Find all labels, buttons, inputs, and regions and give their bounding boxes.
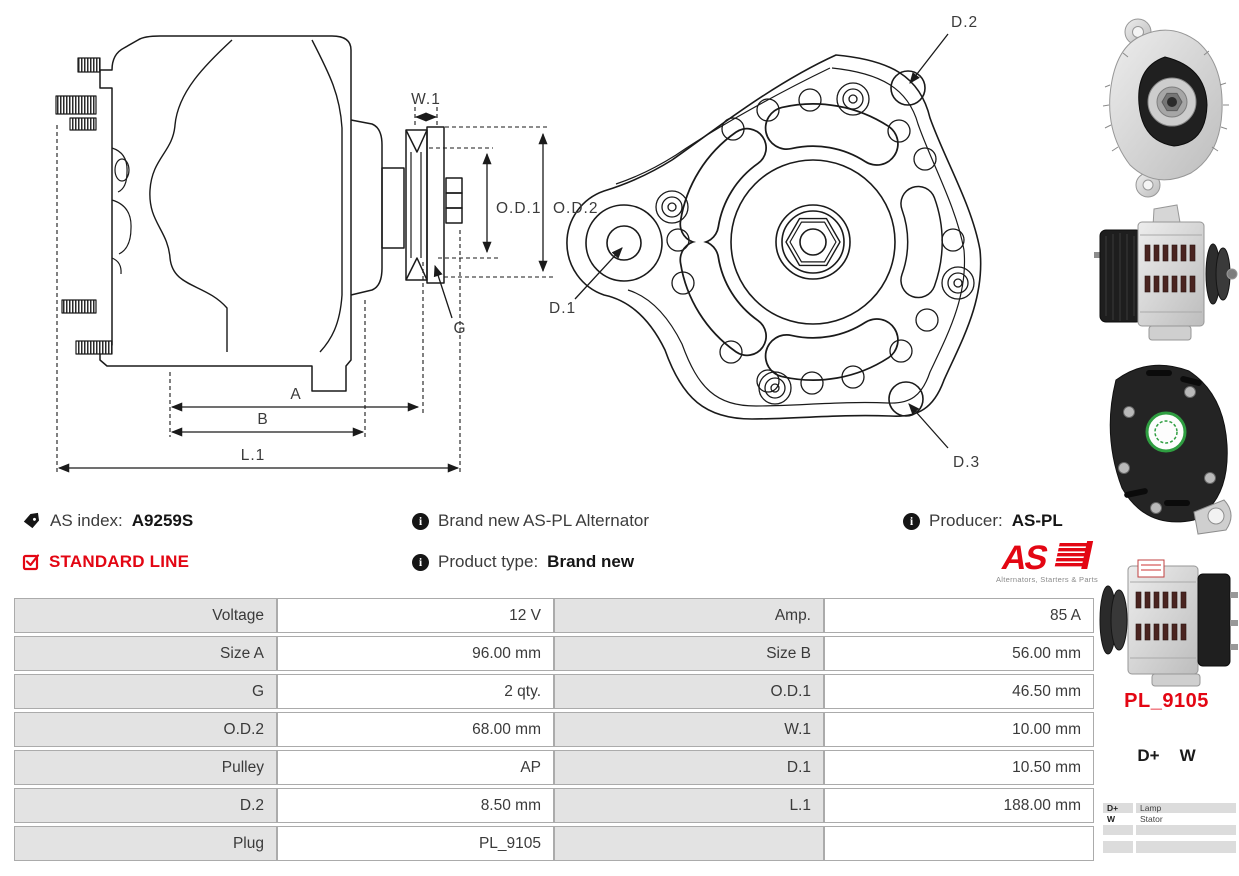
spec-value-cell [824,826,1094,861]
as-index-row [22,509,193,533]
producer-row [903,509,1063,533]
pin-empty-cell [1103,841,1133,853]
dim-label-od2: O.D.2 [553,200,599,217]
spec-value-cell: 96.00 mm [277,636,554,671]
construction-lines [57,107,553,473]
spec-label-cell: O.D.1 [554,674,824,709]
standard-line-label: STANDARD LINE [49,552,190,571]
product-photo-side-left [1094,548,1239,688]
spec-value-cell: 10.00 mm [824,712,1094,747]
pin-function-cell: Lamp [1136,803,1236,813]
side-view-drawing [56,36,462,391]
plug-code: PL_9105 [1124,690,1209,712]
dim-label-od1: O.D.1 [496,200,542,217]
producer-value: AS-PL [1011,511,1063,530]
spec-value-cell: AP [277,750,554,785]
producer-label: Producer: [929,511,1003,530]
spec-label-cell: W.1 [554,712,824,747]
dim-label-d2: D.2 [951,14,979,31]
spec-label-cell: D.1 [554,750,824,785]
product-photo-rear [1094,350,1239,545]
spec-value-cell: 10.50 mm [824,750,1094,785]
dim-label-d1: D.1 [549,300,577,317]
dim-label-d3: D.3 [953,454,981,471]
pin-function-cell: Stator [1140,814,1163,824]
checkbox-checked-icon [22,553,40,571]
spec-label-cell: Voltage [14,598,277,633]
spec-value-cell: 2 qty. [277,674,554,709]
spec-label-cell: Plug [14,826,277,861]
info-icon: i [412,513,429,530]
dim-label-l1: L.1 [240,447,266,464]
dim-label-b: B [257,411,269,428]
as-index-value: A9259S [131,511,194,530]
product-type-value: Brand new [547,552,635,571]
pin-spacer [1136,836,1236,840]
spec-value-cell: 188.00 mm [824,788,1094,823]
pin-w: W [1179,746,1196,765]
spec-value-cell: 68.00 mm [277,712,554,747]
dim-label-w1: W.1 [411,91,441,108]
spec-value-cell: 46.50 mm [824,674,1094,709]
pin-empty-cell [1136,841,1236,853]
spec-value-cell: 12 V [277,598,554,633]
info-icon: i [903,513,920,530]
brand-row [412,509,649,533]
product-photo-side-right [1094,200,1239,348]
pin-name-cell: D+ [1103,803,1133,813]
product-type-row [412,550,634,574]
as-index-label: AS index: [50,511,123,530]
spec-value-cell: 8.50 mm [277,788,554,823]
spec-label-cell: G [14,674,277,709]
product-type-label: Product type: [438,552,539,571]
spec-label-cell: Amp. [554,598,824,633]
dim-label-g: G [453,320,467,337]
dim-label-a: A [290,386,302,403]
spec-label-cell: O.D.2 [14,712,277,747]
spec-value-cell: PL_9105 [277,826,554,861]
logo-text: AS [998,539,1050,577]
as-pl-logo [995,537,1100,587]
spec-label-cell: D.2 [14,788,277,823]
spec-table [14,598,1094,861]
dimension-lines [59,34,948,468]
spec-label-cell: Pulley [14,750,277,785]
pin-dplus: D+ [1137,746,1160,765]
logo-subtitle: Alternators, Starters & Parts [995,575,1099,584]
spec-value-cell: 85 A [824,598,1094,633]
product-photo-front [1094,5,1239,200]
info-icon: i [412,554,429,571]
standard-line-row [22,550,189,574]
spec-label-cell [554,826,824,861]
spec-label-cell: Size A [14,636,277,671]
pin-empty-cell [1103,825,1133,835]
spec-value-cell: 56.00 mm [824,636,1094,671]
plug-pins-header [1094,746,1239,766]
brand-line: Brand new AS-PL Alternator [438,511,650,530]
spec-label-cell: Size B [554,636,824,671]
technical-drawing [0,0,1095,492]
pin-spacer [1103,836,1133,840]
pin-function-table [1103,803,1236,853]
pin-empty-cell [1136,825,1236,835]
spec-label-cell: L.1 [554,788,824,823]
tag-icon [22,512,41,531]
pin-name-cell: W [1107,814,1116,824]
